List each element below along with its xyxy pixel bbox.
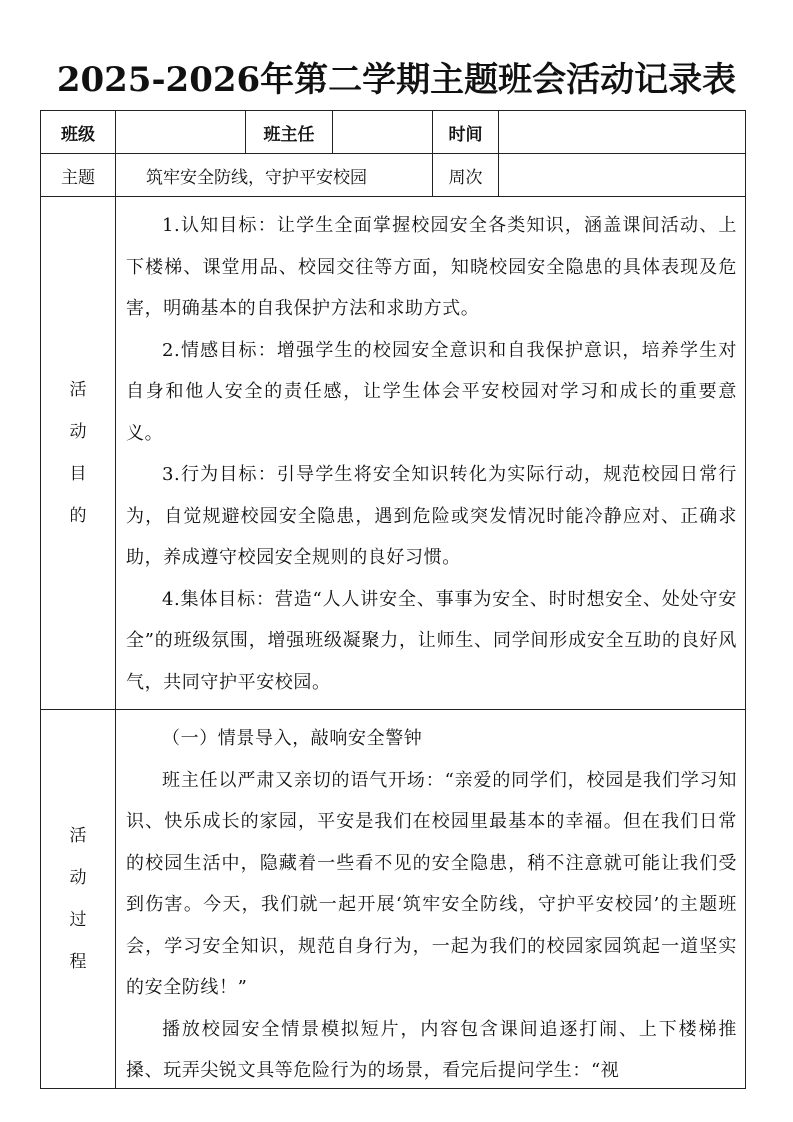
process-text-area — [126, 718, 737, 1082]
process-row — [41, 710, 746, 1089]
process-label-char: 过 — [69, 910, 87, 930]
purpose-paragraph: 2.情感目标：增强学生的校园安全意识和自我保护意识，培养学生对自身和他人安全的责任感，让学生体会平安校园对学习和成长的重要意义。 — [126, 339, 737, 444]
purpose-label — [41, 197, 116, 710]
process-heading: （一）情景导入，敲响安全警钟 — [162, 728, 423, 749]
purpose-label-char: 目 — [69, 464, 87, 484]
process-label-char: 活 — [69, 826, 87, 846]
week-value-cell[interactable] — [499, 154, 746, 197]
purpose-row — [41, 197, 746, 710]
teacher-label: 班主任 — [246, 111, 333, 154]
process-content — [116, 710, 746, 1089]
time-value-cell[interactable] — [499, 111, 746, 154]
process-label — [41, 710, 116, 1089]
purpose-content — [116, 197, 746, 710]
time-label: 时间 — [433, 111, 499, 154]
purpose-label-char: 动 — [69, 422, 87, 442]
theme-label: 主题 — [41, 154, 116, 197]
header-row — [41, 111, 746, 154]
purpose-paragraph: 1.认知目标：让学生全面掌握校园安全各类知识，涵盖课间活动、上下楼梯、课堂用品、校园交往等方面，知晓校园安全隐患的具体表现及危害，明确基本的自我保护方法和求助方式。 — [126, 215, 737, 319]
teacher-value-cell[interactable] — [333, 111, 433, 154]
process-label-char: 动 — [69, 868, 87, 888]
theme-value: 筑牢安全防线，守护平安校园 — [116, 154, 433, 197]
purpose-label-char: 的 — [69, 506, 87, 526]
process-paragraph: 班主任以严肃又亲切的语气开场：“亲爱的同学们，校园是我们学习知识、快乐成长的家园，平安是我们在校园里最基本的幸福。但在我们日常的校园生活中，隐藏着一些看不见的安全隐患，稍不注意就可能让我们受到伤害。今天，我们就一起开展‘筑牢安全防线，守护平安校园’的主题班会，学习安全知识，规范自身行为，一起为我们的校园家园筑起一道坚实的安全防线！” — [126, 769, 737, 998]
process-paragraph: 播放校园安全情景模拟短片，内容包含课间追逐打闹、上下楼梯推搡、玩弄尖锐文具等危险行为的场景，看完后提问学生：“视 — [126, 1018, 737, 1081]
purpose-label-char: 活 — [69, 380, 87, 400]
process-label-char: 程 — [69, 952, 87, 972]
class-value-cell[interactable] — [116, 111, 246, 154]
class-label: 班级 — [41, 111, 116, 154]
record-table — [40, 110, 746, 1089]
purpose-paragraph: 3.行为目标：引导学生将安全知识转化为实际行动，规范校园日常行为，自觉规避校园安全隐患，遇到危险或突发情况时能冷静应对、正确求助，养成遵守校园安全规则的良好习惯。 — [126, 464, 737, 568]
week-label: 周次 — [433, 154, 499, 197]
purpose-paragraph: 4.集体目标：营造“人人讲安全、事事为安全、时时想安全、处处守安全”的班级氛围，增强班级凝聚力，让师生、同学间形成安全互助的良好风气，共同守护平安校园。 — [126, 588, 737, 693]
page-title: 2025-2026年第二学期主题班会活动记录表 — [56, 60, 737, 100]
theme-row — [41, 154, 746, 197]
